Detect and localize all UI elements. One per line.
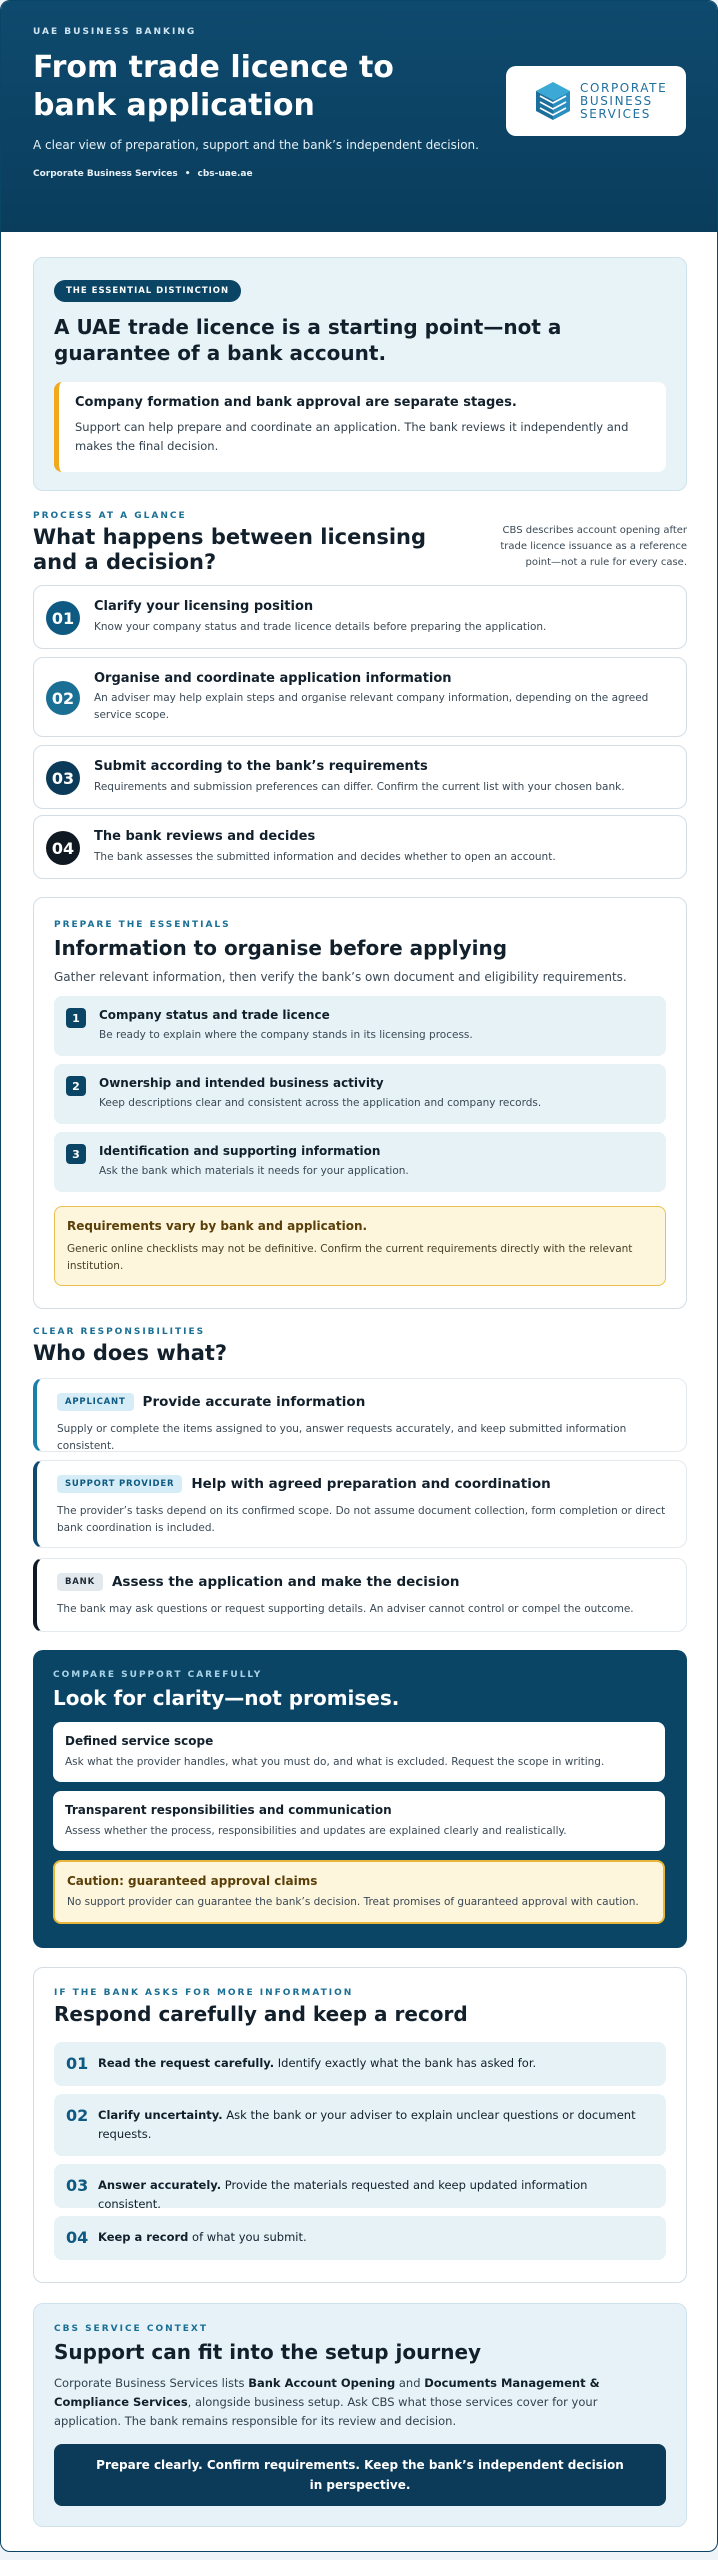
callout-title: Company formation and bank approval are separate stages. [75, 395, 517, 410]
item-number: 3 [66, 1144, 86, 1164]
record-step-rest: Identify exactly what the bank has asked for. [274, 2056, 537, 2070]
step-number: 01 [46, 601, 80, 635]
role-title: Provide accurate information [142, 1394, 366, 1410]
role-text: The provider’s tasks depend on its confirmed scope. Do not assume document collection, form completion or direct bank coordination is included. [57, 1505, 666, 1534]
essentials-item [54, 996, 666, 1056]
process-eyebrow: PROCESS AT A GLANCE [33, 511, 187, 521]
distinction-heading: A UAE trade licence is a starting point—not a guarantee of a bank account. [54, 315, 562, 365]
record-step-text [98, 2176, 648, 2214]
record-step-bold: Clarify uncertainty. [98, 2108, 223, 2122]
record-step-bold: Answer accurately. [98, 2178, 222, 2192]
cbs-text-part: and [395, 2376, 425, 2390]
record-step-bold: Read the request carefully. [98, 2056, 275, 2070]
step-title: Organise and coordinate application information [94, 671, 452, 686]
card-title: Transparent responsibilities and communication [65, 1803, 392, 1817]
callout-text: Support can help prepare and coordinate an application. The bank reviews it independently and makes the final decision. [75, 420, 629, 453]
clarity-card [53, 1791, 665, 1851]
role-text: Supply or complete the items assigned to you, answer requests accurately, and keep submitted information consistent. [57, 1423, 627, 1452]
record-step-number: 01 [66, 2054, 89, 2073]
item-number: 2 [66, 1076, 86, 1096]
role-card-bank [33, 1558, 687, 1632]
role-head [57, 1573, 666, 1591]
header-meta [33, 169, 685, 179]
logo-line-3: SERVICES [580, 106, 652, 121]
role-tag: APPLICANT [57, 1393, 134, 1411]
role-title: Help with agreed preparation and coordination [191, 1476, 551, 1492]
roles-section-header [33, 1327, 687, 1366]
roles-eyebrow: CLEAR RESPONSIBILITIES [33, 1327, 206, 1337]
step-number: 04 [46, 831, 80, 865]
record-step-rest: of what you submit. [188, 2230, 307, 2244]
card-text: Ask what the provider handles, what you must do, and what is excluded. Request the scope in writing. [65, 1756, 605, 1768]
step-text: An adviser may help explain steps and organise relevant company information, depending on the agreed service scope. [94, 692, 649, 721]
role-head [57, 1475, 666, 1493]
distinction-section [33, 257, 687, 491]
role-tag: BANK [57, 1573, 103, 1591]
essentials-intro: Gather relevant information, then verify the bank’s own document and eligibility requirements. [54, 970, 627, 984]
clarity-card [53, 1722, 665, 1782]
step-number: 02 [46, 681, 80, 715]
header-description: A clear view of preparation, support and the bank’s independent decision. [33, 138, 479, 152]
record-step [54, 2164, 666, 2211]
cbs-text [54, 2374, 666, 2431]
record-eyebrow: IF THE BANK ASKS FOR MORE INFORMATION [54, 1988, 354, 1998]
cbs-text-part: Corporate Business Services lists [54, 2376, 249, 2390]
step-title: Submit according to the bank’s requirements [94, 759, 428, 774]
warning-text: Generic online checklists may not be definitive. Confirm the current requirements directly with the relevant institution. [67, 1243, 633, 1272]
cbs-heading: Support can fit into the setup journey [54, 2340, 482, 2364]
cbs-text-part: , alongside business setup. Ask CBS what those services cover for your application. The bank remains responsible for its review and decision. [54, 2395, 598, 2428]
clarity-heading: Look for clarity—not promises. [53, 1686, 400, 1710]
card-title: Defined service scope [65, 1734, 214, 1748]
item-title: Company status and trade licence [99, 1008, 330, 1022]
service-bank-account-opening: Bank Account Opening [248, 2376, 396, 2390]
process-step [33, 745, 687, 809]
record-step-number: 04 [66, 2228, 89, 2247]
process-heading: What happens between licensing and a decision? [33, 525, 427, 574]
essentials-item [54, 1132, 666, 1192]
process-step [33, 815, 687, 879]
record-step-text [98, 2106, 648, 2144]
item-text: Be ready to explain where the company stands in its licensing process. [99, 1029, 473, 1041]
card-text: No support provider can guarantee the bank’s decision. Treat promises of guaranteed approval with caution. [67, 1896, 639, 1908]
distinction-callout [54, 382, 666, 472]
essentials-eyebrow: PREPARE THE ESSENTIALS [54, 920, 231, 930]
card-text: Assess whether the process, responsibilities and updates are explained clearly and realistically. [65, 1825, 567, 1837]
record-step-number: 02 [66, 2106, 89, 2125]
record-step [54, 2094, 666, 2156]
step-text: The bank assesses the submitted information and decides whether to open an account. [94, 851, 556, 863]
logo-line-2: BUSINESS [580, 93, 653, 108]
item-text: Ask the bank which materials it needs for your application. [99, 1165, 409, 1177]
meta-separator: • [184, 169, 191, 179]
hero-header [1, 1, 717, 232]
record-step-number: 03 [66, 2176, 89, 2195]
caution-card [53, 1860, 665, 1924]
essentials-section [33, 897, 687, 1309]
process-section-header [33, 511, 687, 575]
logo-line-1: CORPORATE [580, 80, 668, 95]
roles-heading: Who does what? [33, 1341, 228, 1365]
cbs-context-section [33, 2303, 687, 2527]
distinction-badge: THE ESSENTIAL DISTINCTION [54, 280, 241, 302]
requirements-warning [54, 1206, 666, 1286]
role-text: The bank may ask questions or request supporting details. An adviser cannot control or compel the outcome. [57, 1603, 634, 1615]
role-title: Assess the application and make the decision [111, 1574, 460, 1590]
record-step-rest: Ask the bank or your adviser to explain unclear questions or document requests. [98, 2108, 636, 2141]
brand-logo[interactable] [506, 66, 686, 136]
record-step-text [98, 2228, 648, 2247]
cbs-eyebrow: CBS SERVICE CONTEXT [54, 2324, 208, 2334]
record-step-text [98, 2054, 648, 2073]
step-number: 03 [46, 761, 80, 795]
role-card-support-provider [33, 1460, 687, 1548]
website-link[interactable]: cbs-uae.ae [197, 169, 253, 179]
step-text: Know your company status and trade licence details before preparing the application. [94, 621, 547, 633]
role-head [57, 1393, 666, 1411]
record-step [54, 2042, 666, 2086]
step-text: Requirements and submission preferences can differ. Confirm the current list with your chosen bank. [94, 781, 625, 793]
record-step-rest: Provide the materials requested and keep updated information consistent. [98, 2178, 588, 2211]
step-title: The bank reviews and decides [94, 829, 316, 844]
item-number: 1 [66, 1008, 86, 1028]
header-eyebrow: UAE BUSINESS BANKING [33, 27, 197, 37]
brand-name: Corporate Business Services [33, 169, 178, 179]
service-documents-management: Documents Management & Compliance Services [54, 2376, 600, 2409]
essentials-heading: Information to organise before applying [54, 936, 508, 960]
role-card-applicant [33, 1378, 687, 1452]
cube-logo-icon [534, 80, 572, 122]
essentials-item [54, 1064, 666, 1124]
item-title: Ownership and intended business activity [99, 1076, 384, 1090]
clarity-section [33, 1650, 687, 1948]
card-title: Caution: guaranteed approval claims [67, 1874, 318, 1888]
item-title: Identification and supporting information [99, 1144, 381, 1158]
item-text: Keep descriptions clear and consistent across the application and company records. [99, 1097, 542, 1109]
cta-banner: Prepare clearly. Confirm requirements. Keep the bank’s independent decision in perspective. [54, 2444, 666, 2506]
record-step [54, 2216, 666, 2260]
step-title: Clarify your licensing position [94, 599, 314, 614]
process-step [33, 657, 687, 737]
logo-wordmark [580, 82, 667, 121]
record-step-bold: Keep a record [98, 2230, 189, 2244]
warning-title: Requirements vary by bank and application. [67, 1219, 368, 1233]
page-title: From trade licence to bank application [33, 50, 394, 123]
process-note: CBS describes account opening after trade licence issuance as a reference point—not a rule for every case. [500, 525, 687, 568]
clarity-eyebrow: COMPARE SUPPORT CAREFULLY [53, 1670, 263, 1680]
role-tag: SUPPORT PROVIDER [57, 1475, 182, 1493]
record-section [33, 1967, 687, 2283]
record-heading: Respond carefully and keep a record [54, 2002, 468, 2026]
process-step [33, 585, 687, 649]
